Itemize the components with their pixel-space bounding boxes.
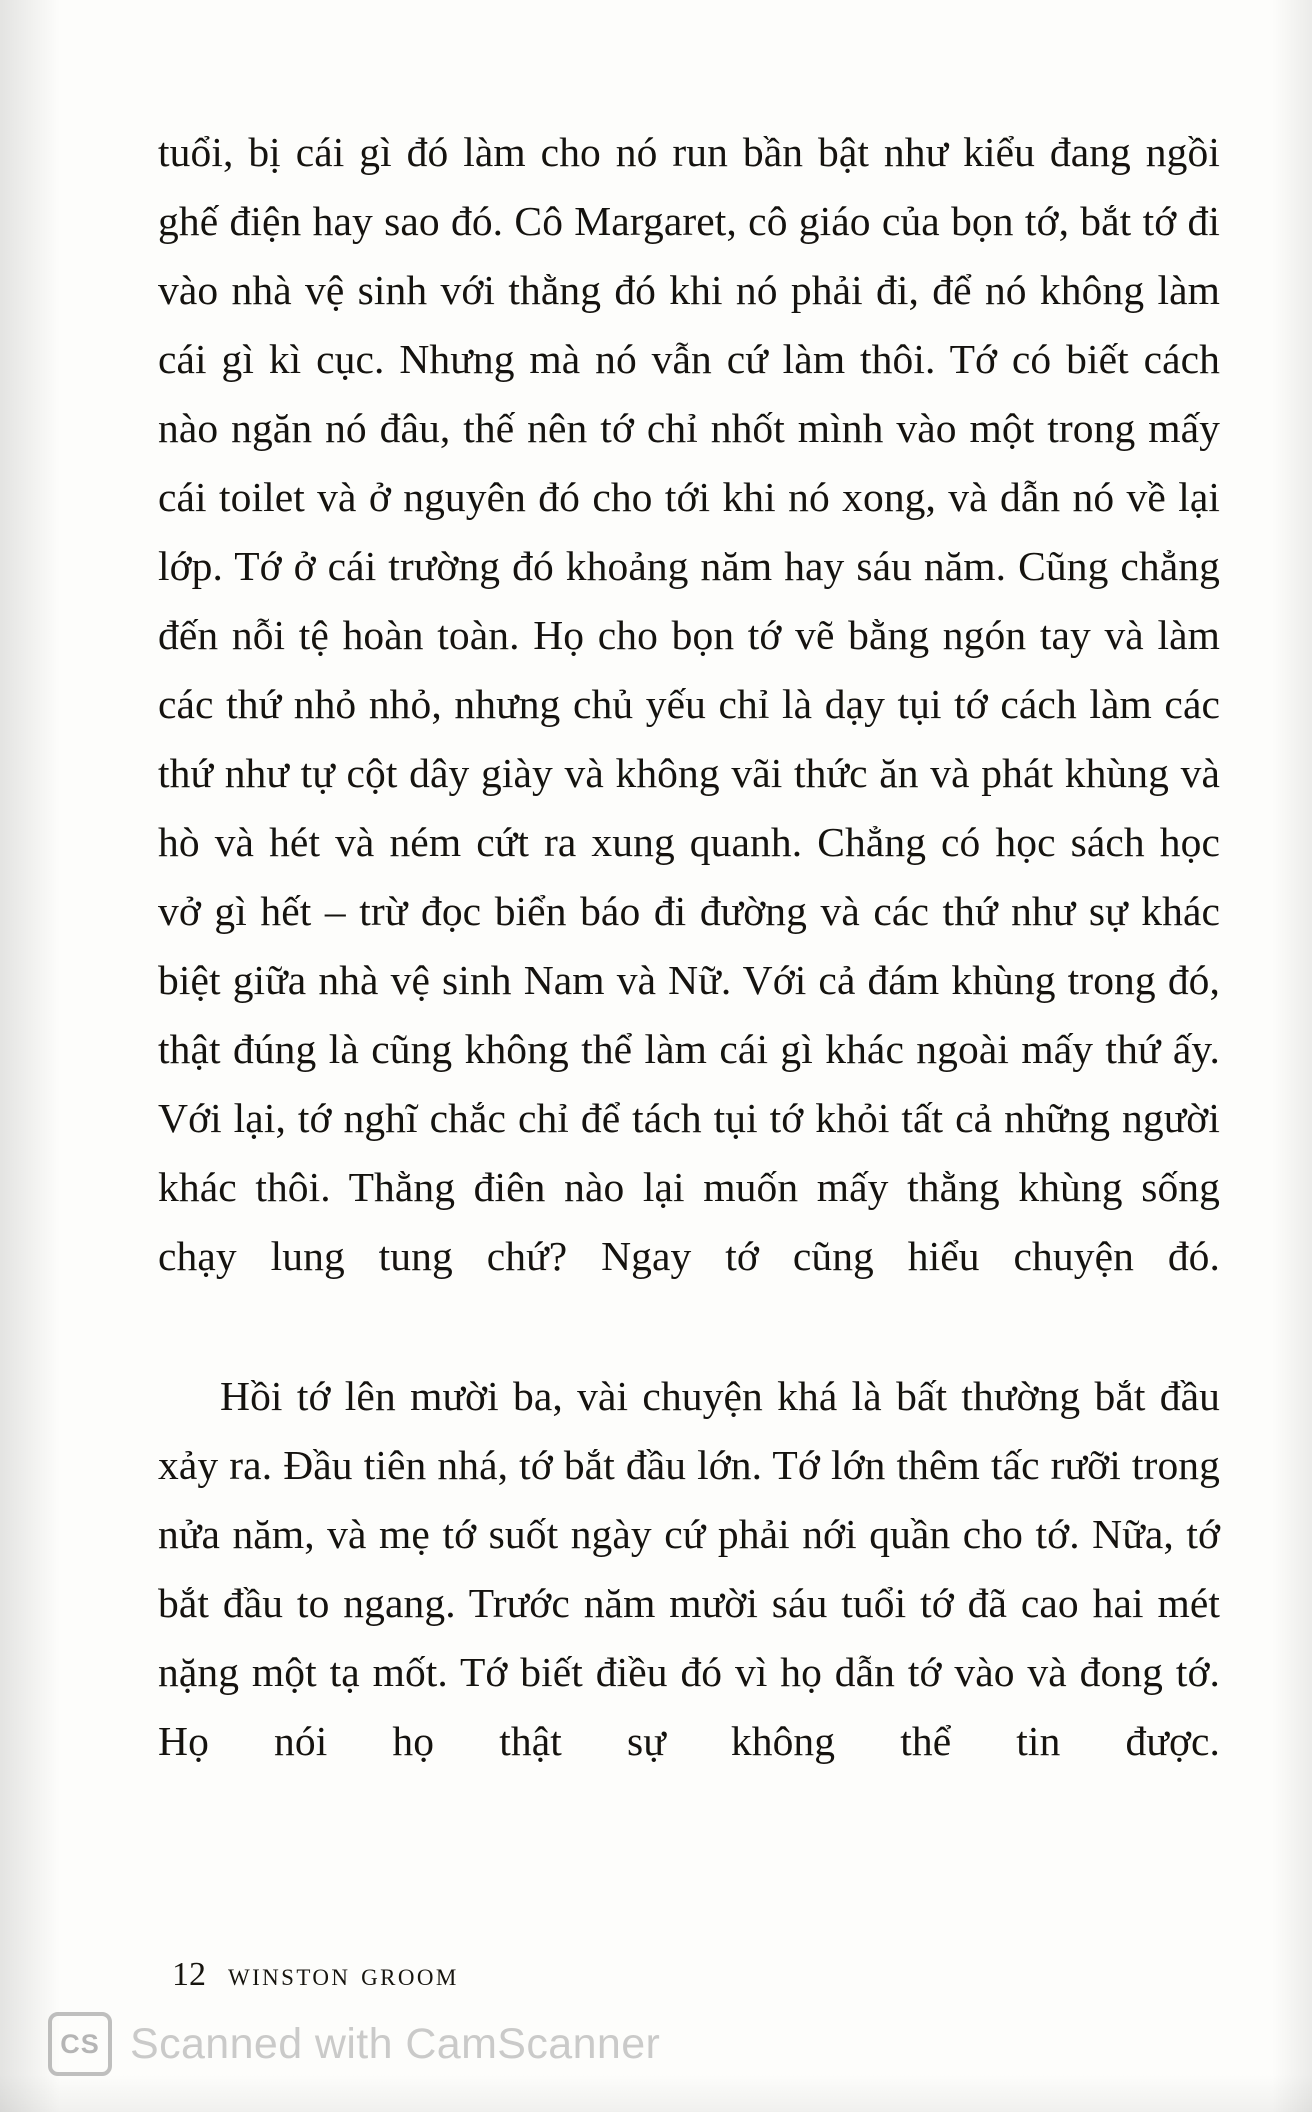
body-paragraph: tuổi, bị cái gì đó làm cho nó run bần bật như kiểu đang ngồi ghế điện hay sao đó. Cô Margaret, cô giáo của bọn tớ, bắt tớ đi vào nhà vệ sinh với thằng đó khi nó phải đi, để nó không làm cái gì kì cục. Nhưng mà nó vẫn cứ làm thôi. Tớ có biết cách nào ngăn nó đâu, thế nên tớ chỉ nhốt mình vào một trong mấy cái toilet và ở nguyên đó cho tới khi nó xong, và dẫn nó về lại lớp. Tớ ở cái trường đó khoảng năm hay sáu năm. Cũng chẳng đến nỗi tệ hoàn toàn. Họ cho bọn tớ vẽ bằng ngón tay và làm các thứ nhỏ nhỏ, nhưng chủ yếu chỉ là dạy tụi tớ cách làm các thứ như tự cột dây giày và không vãi thức ăn và phát khùng và hò và hét và ném cứt ra xung quanh. Chẳng có học sách học vở gì hết – trừ đọc biển báo đi đường và các thứ như sự khác biệt giữa nhà vệ sinh Nam và Nữ. Với cả đám khùng trong đó, thật đúng là cũng không thể làm cái gì khác ngoài mấy thứ ấy. Với lại, tớ nghĩ chắc chỉ để tách tụi tớ khỏi tất cả những người khác thôi. Thằng điên nào lại muốn mấy thằng khùng sống chạy lung tung chứ? Ngay tớ cũng hiểu chuyện đó. — [158, 129, 1220, 1279]
camscanner-badge-icon: CS — [48, 2012, 112, 2076]
camscanner-watermark-text: Scanned with CamScanner — [130, 2019, 661, 2068]
running-head: winston groom — [228, 1957, 459, 1993]
page-number: 12 — [172, 1956, 206, 1993]
camscanner-watermark — [48, 2012, 660, 2076]
page-body-text — [158, 118, 1220, 1845]
page-bottom-shadow — [0, 2074, 1312, 2112]
page-footer — [172, 1956, 459, 1994]
body-paragraph: Hồi tớ lên mười ba, vài chuyện khá là bất thường bắt đầu xảy ra. Đầu tiên nhá, tớ bắt đầu lớn. Tớ lớn thêm tấc rưỡi trong nửa năm, và mẹ tớ suốt ngày cứ phải nới quần cho tớ. Nữa, tớ bắt đầu to ngang. Trước năm mười sáu tuổi tớ đã cao hai mét nặng một tạ mốt. Tớ biết điều đó vì họ dẫn tớ vào và đong tớ. Họ nói họ thật sự không thể tin được. — [158, 1373, 1220, 1764]
